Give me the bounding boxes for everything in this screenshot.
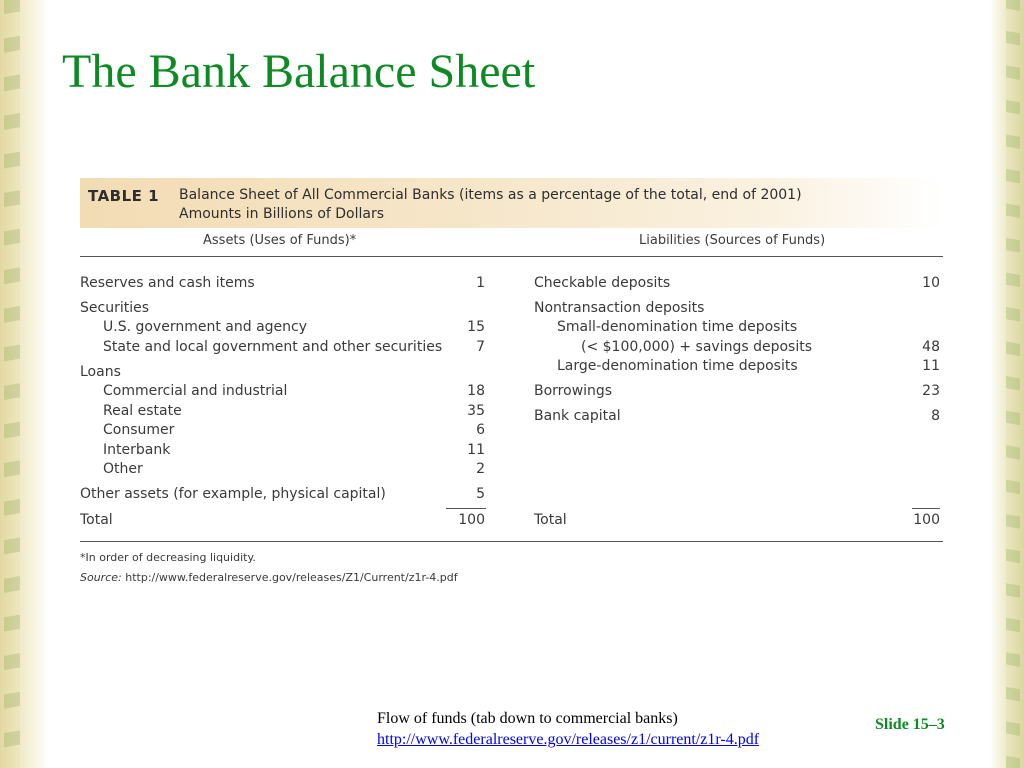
liability-value: 11 (922, 358, 940, 374)
slide-title: The Bank Balance Sheet (62, 45, 536, 98)
federal-reserve-link[interactable]: http://www.federalreserve.gov/releases/z1/current/z1r-4.pdf (377, 731, 760, 748)
asset-label: Other (103, 461, 143, 477)
asset-label: Real estate (103, 403, 182, 419)
flow-of-funds-text: Flow of funds (tab down to commercial banks) (377, 710, 678, 727)
liability-total-label: Total (534, 512, 567, 528)
asset-label: Other assets (for example, physical capital) (80, 486, 386, 502)
liability-label: Bank capital (534, 408, 621, 424)
asset-value: 6 (476, 422, 485, 438)
asset-label: Consumer (103, 422, 175, 438)
liability-value: 10 (922, 275, 940, 291)
table-footnotes (80, 548, 943, 588)
liquidity-footnote: *In order of decreasing liquidity. (80, 551, 256, 564)
source-url: http://www.federalreserve.gov/releases/Z1/Current/z1r-4.pdf (125, 571, 458, 584)
asset-value: 1 (476, 275, 485, 291)
table-caption-line2: Amounts in Billions of Dollars (179, 206, 385, 222)
asset-value: 7 (476, 339, 485, 355)
liability-value: 8 (931, 408, 940, 424)
asset-value: 35 (467, 403, 485, 419)
balance-sheet-table (80, 178, 943, 588)
liabilities-header: Liabilities (Sources of Funds) (639, 233, 826, 248)
asset-value: 15 (467, 319, 485, 335)
asset-value: 11 (467, 442, 485, 458)
table-column-headers (80, 228, 943, 257)
liability-label: Borrowings (534, 383, 613, 399)
asset-label: State and local government and other securities (103, 339, 443, 355)
slide-border-left (0, 0, 48, 768)
asset-label: U.S. government and agency (103, 319, 308, 335)
liability-value: 23 (922, 383, 940, 399)
asset-label: Commercial and industrial (103, 383, 288, 399)
table-caption-line1: Balance Sheet of All Commercial Banks (items as a percentage of the total, end of 2001) (179, 187, 802, 203)
asset-label: Interbank (103, 442, 171, 458)
slide-number: Slide 15–3 (875, 716, 945, 733)
liability-label: Checkable deposits (534, 275, 671, 291)
asset-value: 18 (467, 383, 485, 399)
asset-label: Reserves and cash items (80, 275, 255, 291)
flow-of-funds-note (377, 708, 759, 750)
asset-total-value: 100 (458, 512, 485, 528)
assets-header: Assets (Uses of Funds)* (203, 233, 357, 248)
asset-label: Loans (80, 364, 121, 380)
liability-label: Large-denomination time deposits (557, 358, 798, 374)
liability-label: (< $100,000) + savings deposits (581, 339, 813, 355)
asset-label: Securities (80, 300, 150, 316)
liabilities-sum-rule (912, 508, 940, 509)
source-note (80, 568, 943, 588)
assets-sum-rule (446, 508, 486, 509)
asset-value: 5 (476, 486, 485, 502)
table-caption (179, 186, 802, 224)
asset-value: 2 (476, 461, 485, 477)
asset-total-label: Total (80, 512, 113, 528)
liability-label: Nontransaction deposits (534, 300, 705, 316)
slide-border-right (990, 0, 1024, 768)
source-label: Source: (80, 571, 122, 584)
liability-total-value: 100 (913, 512, 940, 528)
liability-value: 48 (922, 339, 940, 355)
table-banner (80, 178, 943, 228)
table-label: TABLE 1 (88, 187, 160, 205)
table-body (80, 257, 943, 542)
liability-label: Small-denomination time deposits (557, 319, 798, 335)
